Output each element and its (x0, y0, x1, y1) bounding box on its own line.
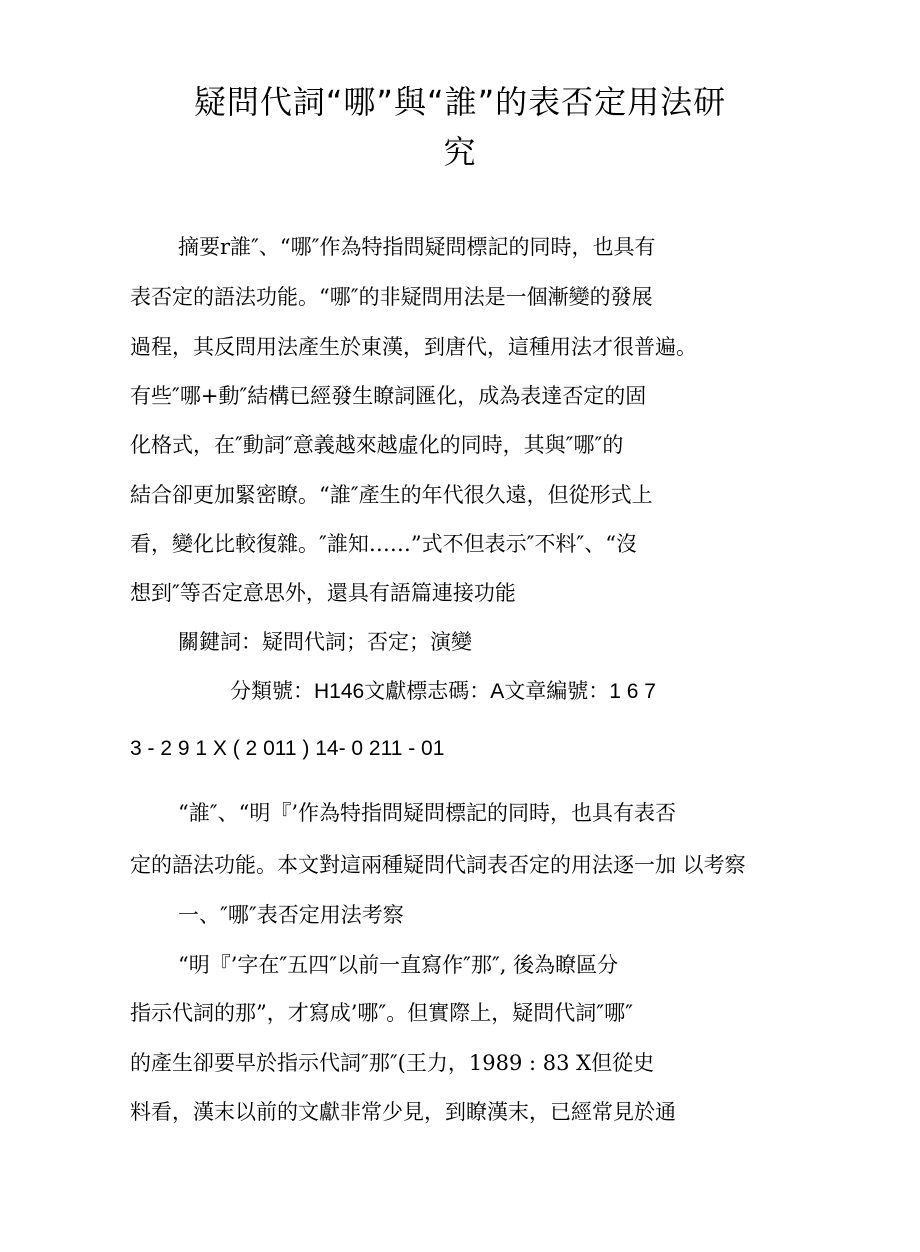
body-line: 的產生卻要早於指示代詞″那″(王力，1989 : 83 X但從史 (130, 1051, 655, 1075)
title-line-2: 究 (443, 133, 477, 171)
abstract-line: 想到″等否定意思外，還具有語篇連接功能 (130, 581, 516, 605)
classification-line: 分類號：H146文獻標志碼：A文章編號：1 6 7 (230, 680, 656, 703)
section-heading: 一、″哪″表否定用法考察 (178, 903, 404, 927)
classification-line: 3 - 2 9 1 X ( 2 011 ) 14- 0 211 - 01 (130, 737, 445, 760)
body-line: 料看，漢末以前的文獻非常少見，到瞭漢末，已經常見於通 (130, 1100, 676, 1124)
keywords: 關鍵詞：疑問代詞；否定；演變 (178, 630, 472, 654)
body-line: “誰″、“明『’作為特指問疑問標記的同時，也具有表否 (178, 801, 676, 825)
abstract-line: 表否定的語法功能。“哪″的非疑問用法是一個漸變的發展 (130, 285, 653, 309)
abstract-line: 有些″哪+動″結構已經發生瞭詞匯化，成為表達否定的固 (130, 384, 647, 408)
abstract-line: 結合卻更加緊密瞭。“誰″產生的年代很久遠，但從形式上 (130, 483, 653, 507)
abstract-line: 看，變化比較復雜。″誰知……”式不但表示″不料″、“沒 (130, 532, 638, 556)
body-line: 指示代詞的那”，才寫成’哪″。但實際上，疑問代詞″哪″ (130, 1001, 633, 1025)
abstract-line: 過程，其反問用法產生於東漢，到唐代，這種用法才很普遍。 (130, 335, 697, 359)
abstract-line: 摘要r誰″、“哪″作為特指問疑問標記的同時，也具有 (178, 235, 656, 259)
body-line: 定的語法功能。本文對這兩種疑問代詞表否定的用法逐一加 以考察 (130, 853, 746, 877)
body-line: “明『’字在″五四″以前一直寫作″那″, 後為瞭區分 (178, 953, 619, 977)
abstract-line: 化格式，在″動詞″意義越來越虛化的同時，其與″哪″的 (130, 433, 624, 457)
title-line-1: 疑問代詞“哪”與“誰”的表否定用法研 (193, 83, 727, 121)
